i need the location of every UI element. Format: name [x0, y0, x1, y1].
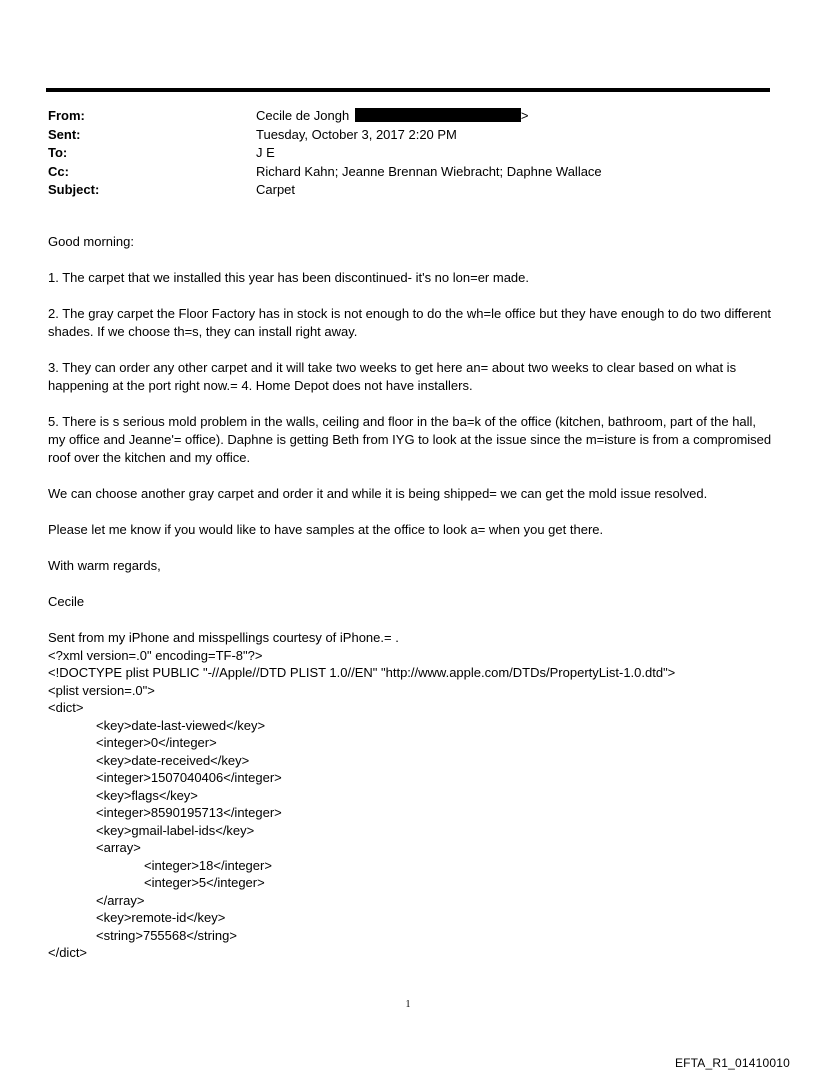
signature: Cecile: [48, 594, 85, 609]
paragraph-6: We can choose another gray carpet and order it and while it is being shipped= we can get the mold issue resolved.: [48, 486, 708, 501]
subject-value: Carpet: [256, 182, 296, 197]
paragraph-1: 1. The carpet that we installed this year has been discontinued- it's no lon=er made.: [48, 270, 529, 285]
plist-value-line: <string>755568</string>: [96, 927, 237, 943]
page-number: 1: [405, 999, 411, 1010]
doctype-line: <!DOCTYPE plist PUBLIC "-//Apple//DTD PLIST 1.0//EN" "http://www.apple.com/DTDs/PropertyList-1.0.dtd">: [48, 665, 676, 680]
plist-key-line: <key>flags</key>: [96, 787, 198, 803]
closing: With warm regards,: [48, 558, 161, 573]
plist-value-line: <integer>1507040406</integer>: [96, 770, 282, 785]
dict-open: <dict>: [48, 700, 84, 715]
to-label: To:: [48, 145, 68, 160]
redaction-block: [355, 108, 521, 122]
cc-label: Cc:: [48, 163, 69, 179]
array-item: <integer>18</integer>: [144, 857, 272, 873]
from-label: From:: [48, 108, 85, 123]
xml-declaration: <?xml version=.0" encoding=TF-8"?>: [48, 647, 263, 663]
to-value: J E: [256, 145, 275, 160]
plist-key-line: <key>date-received</key>: [96, 752, 250, 768]
email-body: [48, 233, 773, 962]
from-close: >: [520, 108, 529, 123]
document-id: EFTA_R1_01410010: [674, 1056, 790, 1070]
to-row: [48, 144, 768, 163]
plist-block: [48, 629, 773, 962]
plist-open: <plist version=.0">: [48, 682, 155, 698]
sent-row: [48, 126, 768, 145]
array-close: </array>: [96, 892, 145, 908]
from-name: Cecile de Jongh: [256, 108, 350, 123]
sent-value: Tuesday, October 3, 2017 2:20 PM: [256, 126, 457, 142]
paragraph-7: Please let me know if you would like to have samples at the office to look a= when you get there.: [48, 522, 604, 537]
paragraph-3: 3. They can order any other carpet and it will take two weeks to get here an= about two weeks to clear based on what is happening at the port right now.= 4. Home Depot does not have installers.: [48, 360, 737, 393]
sent-label: Sent:: [48, 126, 81, 142]
sent-from-line: Sent from my iPhone and misspellings courtesy of iPhone.= .: [48, 630, 399, 645]
array-open: <array>: [96, 840, 141, 855]
email-header: [48, 107, 768, 200]
array-item: <integer>5</integer>: [144, 875, 265, 890]
subject-label: Subject:: [48, 182, 100, 197]
paragraph-5: 5. There is s serious mold problem in the walls, ceiling and floor in the ba=k of the office (kitchen, bathroom, part of the hall, my office and Jeanne'= office). Daphne is getting Beth from IYG to look at the issue since the m=isture is from a compromised roof over the kitchen and my office.: [48, 414, 772, 465]
paragraph-2: 2. The gray carpet the Floor Factory has in stock is not enough to do the wh=le office but they have enough to do two different shades. If we choose th=s, they can install right away.: [48, 306, 772, 339]
cc-value: Richard Kahn; Jeanne Brennan Wiebracht; Daphne Wallace: [256, 163, 602, 179]
from-value: [256, 107, 768, 126]
dict-close: </dict>: [48, 945, 88, 960]
plist-value-line: <integer>0</integer>: [96, 735, 217, 750]
greeting: Good morning:: [48, 234, 134, 249]
plist-key-line: <key>gmail-label-ids</key>: [96, 822, 255, 838]
plist-key-line: <key>date-last-viewed</key>: [96, 717, 266, 733]
header-rule: [46, 88, 770, 92]
from-row: [48, 107, 768, 126]
plist-key-line: <key>remote-id</key>: [96, 910, 226, 925]
plist-value-line: <integer>8590195713</integer>: [96, 805, 282, 820]
cc-row: [48, 163, 768, 182]
subject-row: [48, 181, 768, 200]
